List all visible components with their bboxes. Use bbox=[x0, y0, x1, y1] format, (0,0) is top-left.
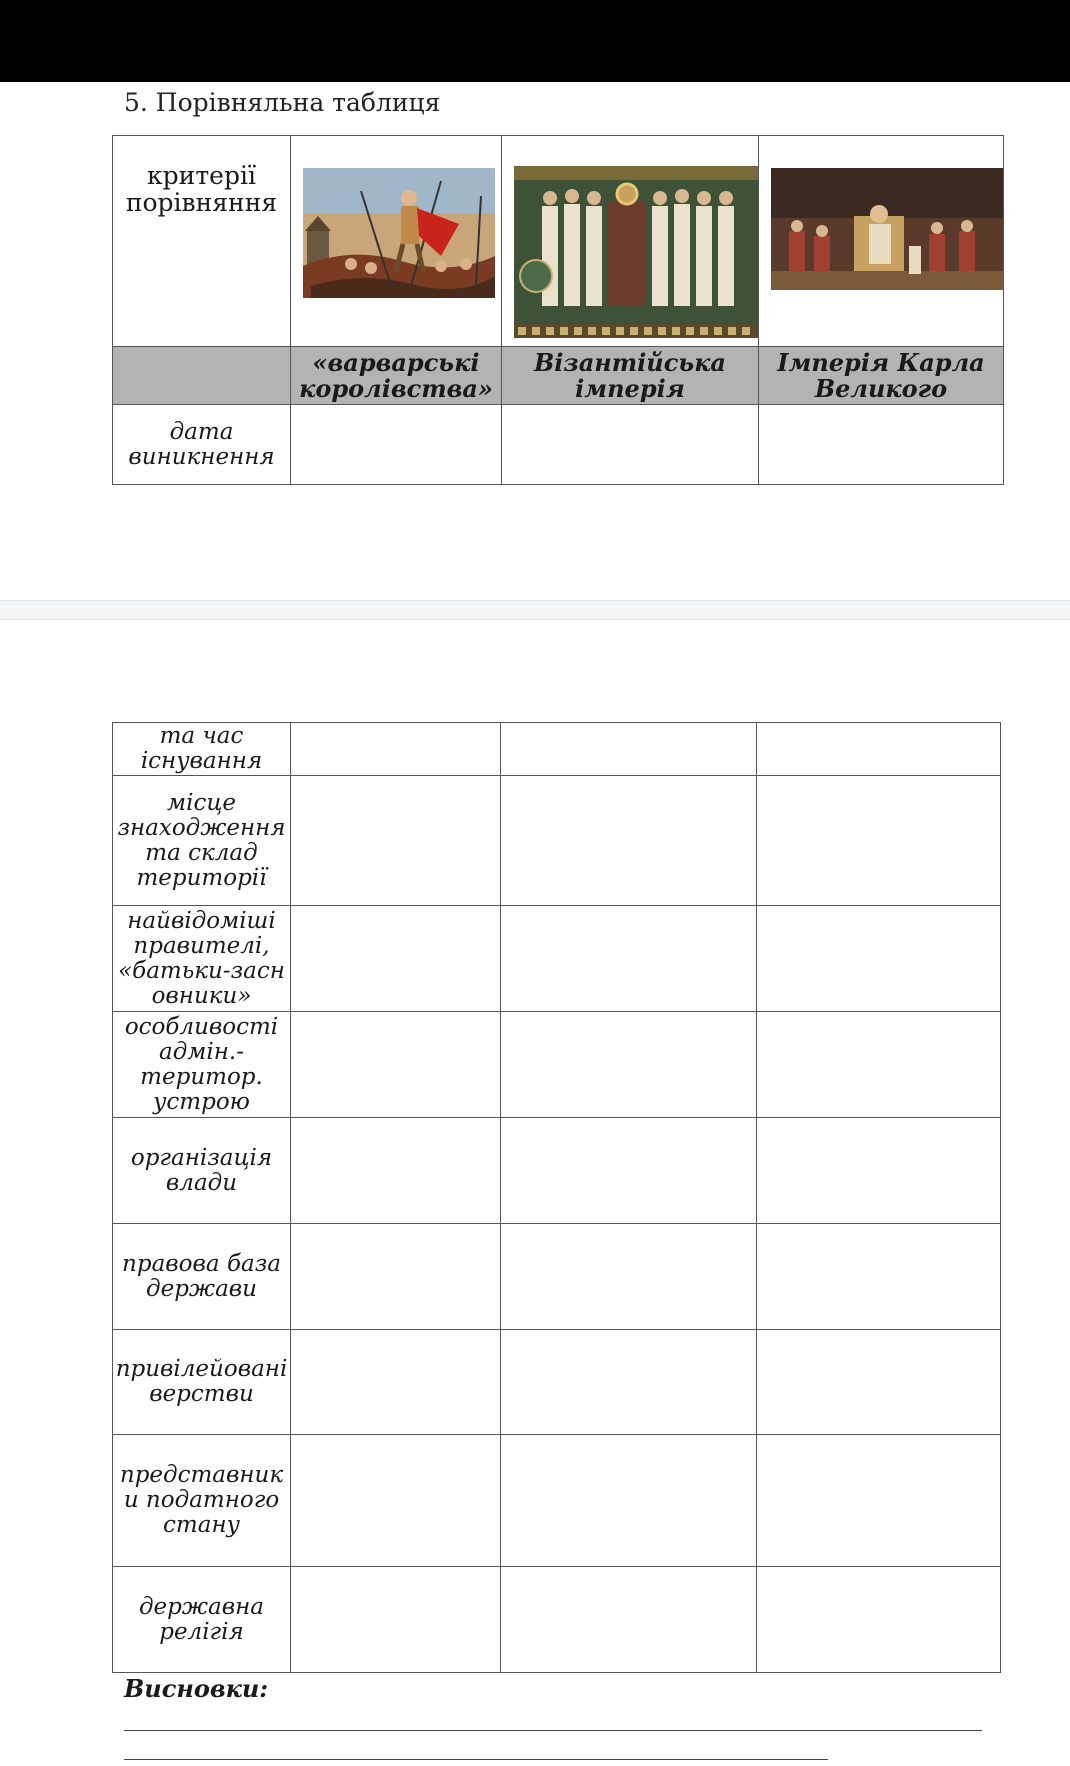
section-heading: 5. Порівняльна таблиця bbox=[124, 88, 441, 117]
table-row bbox=[113, 906, 1001, 1012]
criterion-cell: правова база держави bbox=[113, 1224, 291, 1330]
header-empty-cell bbox=[113, 347, 291, 405]
table-row bbox=[113, 405, 1004, 485]
answer-cell[interactable] bbox=[757, 1435, 1001, 1567]
table-row bbox=[113, 1012, 1001, 1118]
col-header-barbarian: «варварські королівства» bbox=[291, 347, 502, 405]
answer-cell[interactable] bbox=[759, 405, 1004, 485]
col-header-charlemagne: Імперія Карла Великого bbox=[759, 347, 1004, 405]
answer-cell[interactable] bbox=[291, 1224, 501, 1330]
answer-cell[interactable] bbox=[501, 723, 757, 776]
answer-cell[interactable] bbox=[757, 1118, 1001, 1224]
charlemagne-image-cell bbox=[759, 136, 1004, 347]
table-row bbox=[113, 1118, 1001, 1224]
answer-cell[interactable] bbox=[757, 1330, 1001, 1435]
answer-cell[interactable] bbox=[501, 1435, 757, 1567]
criterion-cell: особливості адмін.- територ. устрою bbox=[113, 1012, 291, 1118]
criteria-label-cell bbox=[113, 136, 291, 347]
answer-cell[interactable] bbox=[291, 1567, 501, 1673]
answer-cell[interactable] bbox=[501, 1118, 757, 1224]
answer-cell[interactable] bbox=[291, 1118, 501, 1224]
answer-cell[interactable] bbox=[291, 1330, 501, 1435]
answer-cell[interactable] bbox=[501, 776, 757, 906]
answer-cell[interactable] bbox=[757, 1567, 1001, 1673]
comparison-table-bottom bbox=[112, 722, 1001, 1673]
answer-cell[interactable] bbox=[291, 723, 501, 776]
table-row bbox=[113, 1330, 1001, 1435]
top-black-bar bbox=[0, 0, 1070, 82]
answer-cell[interactable] bbox=[291, 1012, 501, 1118]
answer-line[interactable] bbox=[124, 1730, 982, 1731]
image-row bbox=[113, 136, 1004, 347]
answer-cell[interactable] bbox=[501, 1224, 757, 1330]
table-row bbox=[113, 776, 1001, 906]
answer-cell[interactable] bbox=[501, 906, 757, 1012]
answer-cell[interactable] bbox=[291, 405, 502, 485]
criterion-cell: найвідоміші правителі, «батьки-засн овники» bbox=[113, 906, 291, 1012]
page-separator bbox=[0, 600, 1070, 620]
byzantine-image-cell bbox=[502, 136, 759, 347]
barbarian-image-cell bbox=[291, 136, 502, 347]
criterion-cell: представник и податного стану bbox=[113, 1435, 291, 1567]
criteria-label: критерії порівняння bbox=[125, 161, 278, 217]
charlemagne-court-image bbox=[759, 136, 1003, 346]
answer-cell[interactable] bbox=[501, 1567, 757, 1673]
column-header-row bbox=[113, 347, 1004, 405]
table-row bbox=[113, 1567, 1001, 1673]
answer-cell[interactable] bbox=[757, 1224, 1001, 1330]
conclusions-label: Висновки: bbox=[124, 1674, 269, 1703]
answer-cell[interactable] bbox=[291, 1435, 501, 1567]
answer-cell[interactable] bbox=[757, 1012, 1001, 1118]
criterion-cell: державна релігія bbox=[113, 1567, 291, 1673]
criterion-cell: організація влади bbox=[113, 1118, 291, 1224]
table-row bbox=[113, 1435, 1001, 1567]
answer-cell[interactable] bbox=[757, 906, 1001, 1012]
criterion-cell: та час існування bbox=[113, 723, 291, 776]
answer-cell[interactable] bbox=[501, 1330, 757, 1435]
byzantine-mosaic-image bbox=[502, 136, 758, 346]
criterion-cell: дата виникнення bbox=[113, 405, 291, 485]
table-row bbox=[113, 723, 1001, 776]
answer-cell[interactable] bbox=[501, 1012, 757, 1118]
col-header-byzantine: Візантійська імперія bbox=[502, 347, 759, 405]
answer-cell[interactable] bbox=[502, 405, 759, 485]
answer-cell[interactable] bbox=[291, 776, 501, 906]
table-row bbox=[113, 1224, 1001, 1330]
answer-line[interactable] bbox=[124, 1759, 828, 1760]
answer-cell[interactable] bbox=[757, 776, 1001, 906]
comparison-table-top bbox=[112, 135, 1004, 485]
answer-cell[interactable] bbox=[757, 723, 1001, 776]
criterion-cell: місце знаходження та склад території bbox=[113, 776, 291, 906]
barbarian-warriors-image bbox=[291, 136, 501, 346]
answer-cell[interactable] bbox=[291, 906, 501, 1012]
criterion-cell: привілейовані верстви bbox=[113, 1330, 291, 1435]
